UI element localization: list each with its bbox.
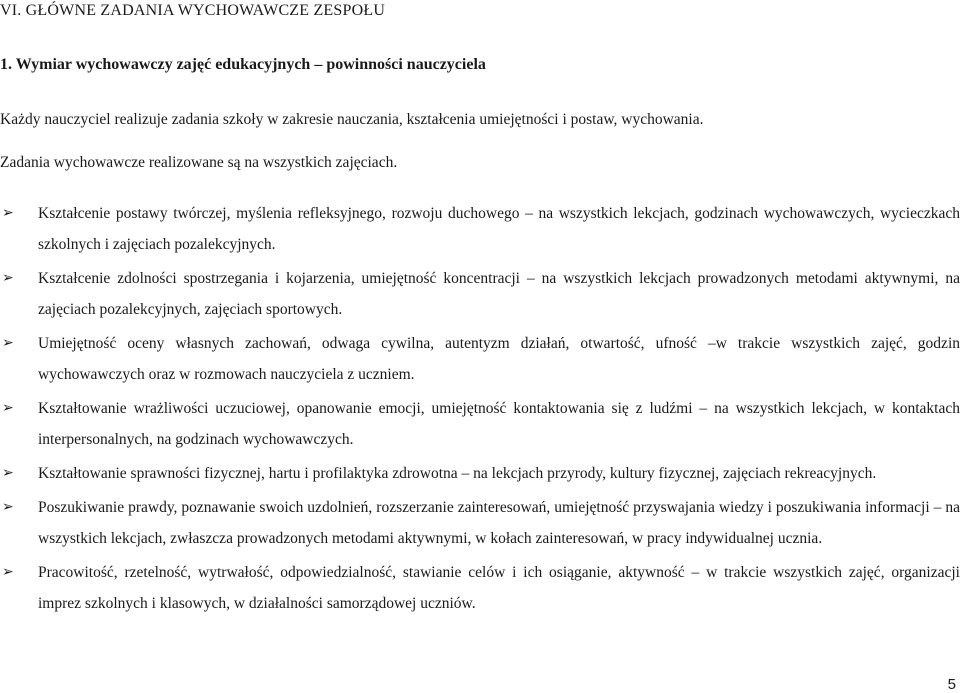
arrow-bullet-icon: ➢ [2,205,14,221]
list-item-text: Kształcenie postawy twórczej, myślenia refleksyjnego, rozwoju duchowego – na wszystkich lekcjach, godzinach wychowawczych, wycieczkach szkolnych i zajęciach pozalekcyjnych. [38,205,960,253]
list-item [0,393,960,455]
arrow-bullet-icon: ➢ [2,270,14,286]
section-title: VI. GŁÓWNE ZADANIA WYCHOWAWCZE ZESPOŁU [0,2,386,19]
arrow-bullet-icon: ➢ [2,400,14,416]
list-item [0,263,960,325]
list-item-text: Poszukiwanie prawdy, poznawanie swoich uzdolnień, rozszerzanie zainteresowań, umiejętność przyswajania wiedzy i poszukiwania informacji – na wszystkich lekcjach, zwłaszcza prowadzonych metodami aktywnymi, w kołach zainteresowań, w pracy indywidualnej ucznia. [38,499,960,547]
bullet-list [0,198,960,622]
list-item [0,328,960,390]
arrow-bullet-icon: ➢ [2,465,14,481]
arrow-bullet-icon: ➢ [2,499,14,515]
arrow-bullet-icon: ➢ [2,564,14,580]
list-item-text: Umiejętność oceny własnych zachowań, odwaga cywilna, autentyzm działań, otwartość, ufność –w trakcie wszystkich zajęć, godzin wychowawczych oraz w rozmowach nauczyciela z uczniem. [38,335,960,383]
list-item [0,198,960,260]
list-item-text: Kształcenie zdolności spostrzegania i kojarzenia, umiejętność koncentracji – na wszystkich lekcjach prowadzonych metodami aktywnymi, na zajęciach pozalekcyjnych, zajęciach sportowych. [38,270,960,318]
list-item-text: Kształtowanie wrażliwości uczuciowej, opanowanie emocji, umiejętność kontaktowania się z ludźmi – na wszystkich lekcjach, w kontaktach interpersonalnych, na godzinach wychowawczych. [38,400,960,448]
list-item-text: Pracowitość, rzetelność, wytrwałość, odpowiedzialność, stawianie celów i ich osiąganie, aktywność – w trakcie wszystkich zajęć, organizacji imprez szkolnych i klasowych, w działalności samorządowej uczniów. [38,564,960,612]
list-item [0,492,960,554]
list-item-text: Kształtowanie sprawności fizycznej, hartu i profilaktyka zdrowotna – na lekcjach przyrody, kultury fizycznej, zajęciach rekreacyjnych. [38,465,877,482]
list-item [0,458,960,489]
page-number: 5 [947,676,956,693]
paragraph: Zadania wychowawcze realizowane są na wszystkich zajęciach. [0,154,398,171]
subsection-title: 1. Wymiar wychowawczy zajęć edukacyjnych – powinności nauczyciela [0,56,486,73]
paragraph: Każdy nauczyciel realizuje zadania szkoły w zakresie nauczania, kształcenia umiejętności i postaw, wychowania. [0,111,704,128]
arrow-bullet-icon: ➢ [2,335,14,351]
list-item [0,557,960,619]
